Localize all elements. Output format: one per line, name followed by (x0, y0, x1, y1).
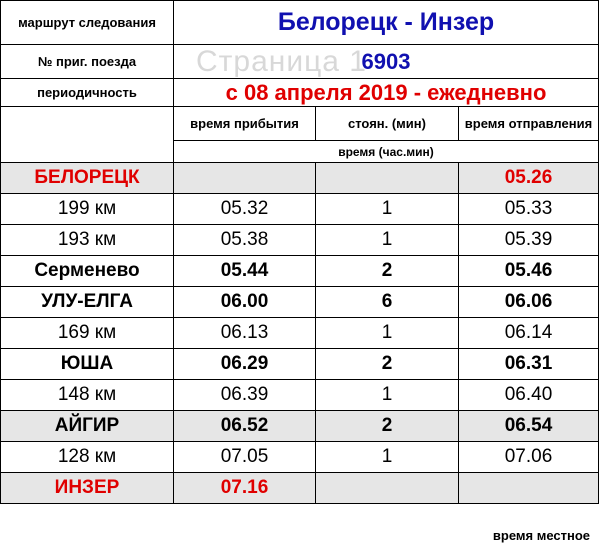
page-watermark: Страница 1 (196, 45, 367, 78)
table-row (1, 411, 599, 442)
table-row (1, 318, 599, 349)
station-name: 148 км (1, 380, 174, 411)
departure-time: 06.14 (459, 318, 599, 349)
stop-duration: 1 (316, 194, 459, 225)
table-row (1, 225, 599, 256)
station-name: АЙГИР (1, 411, 174, 442)
arrival-time: 06.00 (174, 287, 316, 318)
station-name: ЮША (1, 349, 174, 380)
departure-time: 05.26 (459, 163, 599, 194)
departure-time: 05.46 (459, 256, 599, 287)
stop-duration: 1 (316, 380, 459, 411)
table-row (1, 349, 599, 380)
station-name: УЛУ-ЕЛГА (1, 287, 174, 318)
arrival-header: время прибытия (174, 107, 316, 141)
arrival-time: 06.13 (174, 318, 316, 349)
period-value: с 08 апреля 2019 - ежедневно (225, 79, 547, 105)
arrival-time: 05.44 (174, 256, 316, 287)
stop-duration: 1 (316, 225, 459, 256)
arrival-time: 05.38 (174, 225, 316, 256)
arrival-time: 07.16 (174, 473, 316, 504)
stop-duration: 2 (316, 349, 459, 380)
departure-time: 07.06 (459, 442, 599, 473)
train-label: № приг. поезда (1, 45, 174, 79)
arrival-time: 07.05 (174, 442, 316, 473)
departure-header: время отправления (459, 107, 599, 141)
arrival-time (174, 163, 316, 194)
stop-duration: 2 (316, 411, 459, 442)
departure-time: 05.39 (459, 225, 599, 256)
station-name: БЕЛОРЕЦК (1, 163, 174, 194)
arrival-time: 06.52 (174, 411, 316, 442)
stop-duration: 1 (316, 318, 459, 349)
station-name: 199 км (1, 194, 174, 225)
train-number: 6903 (174, 45, 599, 79)
arrival-time: 06.29 (174, 349, 316, 380)
time-unit-header: время (час.мин) (174, 141, 599, 163)
table-row (1, 256, 599, 287)
station-name: Серменево (1, 256, 174, 287)
station-name: 169 км (1, 318, 174, 349)
departure-time: 06.54 (459, 411, 599, 442)
stop-duration (316, 163, 459, 194)
arrival-time: 05.32 (174, 194, 316, 225)
stop-duration: 6 (316, 287, 459, 318)
table-row (1, 442, 599, 473)
table-row (1, 194, 599, 225)
period-label: периодичность (1, 79, 174, 107)
table-row (1, 473, 599, 504)
table-row (1, 163, 599, 194)
station-name: 193 км (1, 225, 174, 256)
route-label: маршрут следования (1, 1, 174, 45)
departure-time: 06.06 (459, 287, 599, 318)
station-name: 128 км (1, 442, 174, 473)
departure-time: 06.31 (459, 349, 599, 380)
departure-time: 05.33 (459, 194, 599, 225)
station-name: ИНЗЕР (1, 473, 174, 504)
stop-duration: 1 (316, 442, 459, 473)
stop-duration (316, 473, 459, 504)
departure-time: 06.40 (459, 380, 599, 411)
station-header-empty (1, 107, 174, 163)
route-value: Белорецк - Инзер (174, 1, 599, 45)
departure-time (459, 473, 599, 504)
table-row (1, 380, 599, 411)
arrival-time: 06.39 (174, 380, 316, 411)
table-row (1, 287, 599, 318)
local-time-note: время местное (492, 528, 590, 543)
stop-duration: 2 (316, 256, 459, 287)
stop-header: стоян. (мин) (316, 107, 459, 141)
